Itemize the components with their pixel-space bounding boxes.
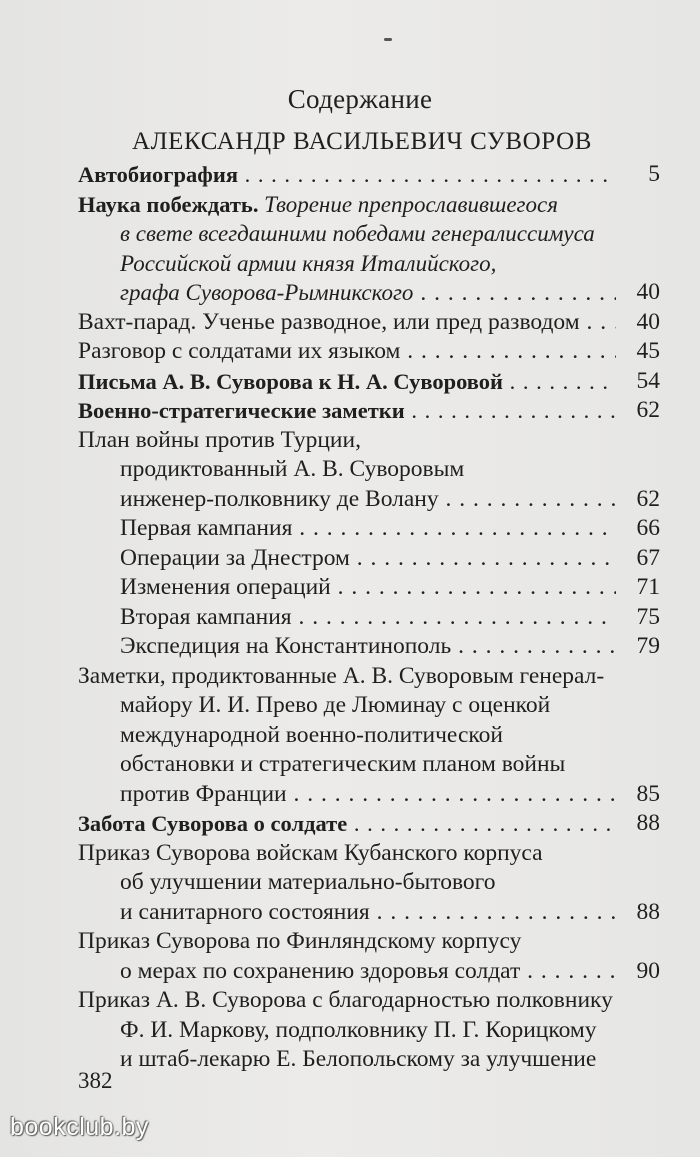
- toc-entry-page: 71: [636, 574, 660, 600]
- print-mark: [384, 38, 392, 41]
- toc-entry-title: об улучшении материально-бытового: [120, 869, 496, 895]
- toc-entry-subtitle: графа Суворова-Рымникского: [120, 280, 414, 305]
- toc-entry-title: Заметки, продиктованные А. В. Суворовым генерал-: [78, 662, 605, 689]
- toc-entry-continuation: [78, 957, 660, 987]
- toc-entry-title: Операции за Днестром: [120, 544, 350, 571]
- toc-subentry: [78, 544, 660, 574]
- toc-entry-page: 67: [636, 544, 660, 571]
- toc-entry: [78, 337, 660, 367]
- toc-entry-page: 90: [636, 957, 660, 984]
- toc-entry-title: Письма А. В. Суворова к Н. А. Суворовой: [78, 368, 504, 394]
- toc-entry-page: 79: [636, 633, 660, 659]
- toc-entry-continuation: [78, 278, 660, 308]
- toc-entry-page: 45: [636, 338, 660, 364]
- toc-entry-page: 88: [636, 810, 660, 836]
- toc-subentry: [78, 573, 660, 603]
- toc-entry-title: Военно-стратегические заметки: [78, 398, 405, 423]
- toc-entry-title: Приказ Суворова по Финляндскому корпусу: [78, 928, 522, 954]
- toc-entry-title: Изменения операций: [120, 574, 331, 600]
- toc-entry-title: Разговор с солдатами их языком: [78, 338, 401, 364]
- toc-entry-continuation: [78, 780, 660, 810]
- toc-entry-title: международной военно-политической: [120, 721, 503, 748]
- toc-entry-continuation: [78, 868, 660, 898]
- toc-entry-title: и штаб-лекарю Е. Белопольскому за улучшение: [120, 1046, 597, 1072]
- toc-entry: [78, 986, 660, 1016]
- toc-entry-title: инженер-полковнику де Волану: [120, 485, 439, 512]
- toc-entry-continuation: [78, 721, 660, 751]
- toc-entry-continuation: [78, 1045, 660, 1075]
- toc-title: Содержание: [287, 84, 433, 114]
- toc-entry-page: 62: [636, 485, 660, 512]
- toc-entry-title: Автобиография: [78, 162, 238, 187]
- toc-entry-title: Вторая кампания: [120, 603, 292, 630]
- toc-entry-title: Экспедиция на Константинополь: [120, 633, 452, 659]
- toc-entry-continuation: [78, 750, 660, 780]
- toc-entry: [78, 396, 660, 426]
- toc-entry: [78, 426, 660, 456]
- toc-entry-title: Приказ Суворова войскам Кубанского корпуса: [78, 839, 543, 866]
- page-number: 382: [78, 1068, 113, 1093]
- toc-entry-title: Вахт-парад. Ученье разводное, или пред разводом: [78, 308, 580, 335]
- toc-entry-subtitle: в свете всегдашними победами генералиссимуса: [120, 221, 595, 246]
- toc-entry-page: 62: [636, 397, 660, 423]
- toc-entry-continuation: [78, 898, 660, 928]
- toc-entry-page: 85: [636, 780, 660, 807]
- toc-subentry: [78, 603, 660, 633]
- toc-entry-page: 66: [636, 515, 660, 541]
- toc-entry-continuation: [78, 249, 660, 279]
- toc-entry: [78, 809, 660, 839]
- toc-entry-title: Приказ А. В. Суворова с благодарностью полковнику: [78, 987, 613, 1013]
- watermark-logo: bookclub.by: [10, 1113, 149, 1141]
- toc-subentry: [78, 632, 660, 662]
- toc-entry-subtitle: Творение препрославившегося: [264, 191, 558, 217]
- toc-subentry: [78, 514, 660, 544]
- toc-entry-title: о мерах по сохранению здоровья солдат: [120, 957, 521, 984]
- toc-entry-title: Наука побеждать.: [78, 191, 259, 217]
- toc-entry-continuation: [78, 219, 660, 249]
- toc-entry-continuation: [78, 485, 660, 515]
- author-heading: АЛЕКСАНДР ВАСИЛЬЕВИЧ СУВОРОВ: [131, 128, 593, 155]
- toc-entry: [78, 160, 660, 190]
- toc-entry-title: Ф. И. Маркову, подполковнику П. Г. Корицкому: [120, 1016, 597, 1043]
- toc-entry-subtitle: Российской армии князя Италийского,: [120, 250, 497, 276]
- toc-entry-page: 88: [636, 898, 660, 925]
- toc-entry-page: 75: [636, 603, 660, 630]
- toc-entry-page: 40: [636, 308, 660, 335]
- toc-entry-title: и санитарного состояния: [120, 898, 370, 925]
- toc-entry: [78, 190, 660, 220]
- toc-entry-title: продиктованный А. В. Суворовым: [120, 456, 465, 482]
- toc-entry: [78, 839, 660, 869]
- toc-entry: [78, 927, 660, 957]
- toc-entry: [78, 367, 660, 397]
- toc-entry-title: против Франции: [120, 780, 287, 807]
- toc-entry-continuation: [78, 1016, 660, 1046]
- toc-entry-title: Забота Суворова о солдате: [78, 811, 348, 836]
- toc-entry-title: План войны против Турции,: [78, 426, 361, 453]
- toc-entry: [78, 662, 660, 692]
- toc-entry-page: 40: [636, 279, 660, 305]
- table-of-contents: [78, 160, 660, 1075]
- toc-entry-title: майору И. И. Прево де Люминау с оценкой: [120, 692, 551, 718]
- toc-entry-title: обстановки и стратегическим планом войны: [120, 751, 566, 777]
- toc-entry: [78, 308, 660, 338]
- toc-entry-page: 54: [636, 367, 660, 394]
- toc-entry-continuation: [78, 455, 660, 485]
- toc-entry-continuation: [78, 691, 660, 721]
- toc-entry-page: 5: [648, 161, 660, 187]
- toc-entry-title: Первая кампания: [120, 515, 293, 541]
